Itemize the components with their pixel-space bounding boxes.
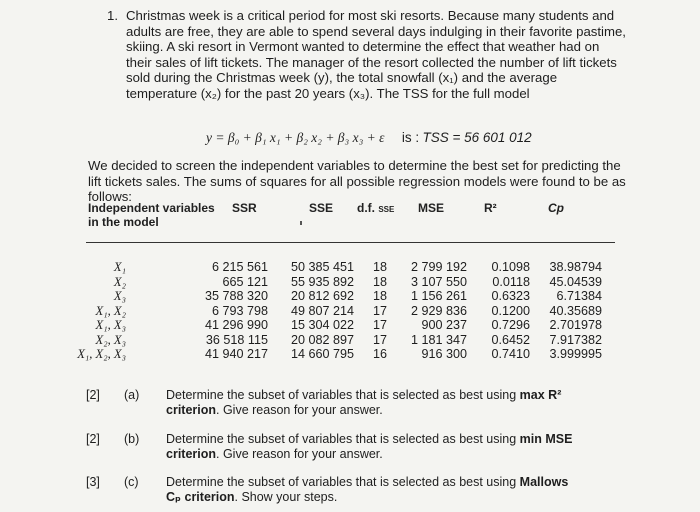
table-cell: 0.7410 bbox=[491, 347, 530, 361]
table-cell: 20 082 897 bbox=[290, 332, 354, 347]
part-c-letter: (c) bbox=[124, 475, 139, 489]
table-cell: 900 237 bbox=[421, 318, 467, 332]
table-cell: 49 807 214 bbox=[290, 303, 354, 318]
table-cell: 7.917382 bbox=[549, 332, 602, 347]
table-cell: X₂, X₃ bbox=[95, 332, 126, 347]
header-df-label: d.f. bbox=[357, 201, 375, 215]
table-cell: 35 788 320 bbox=[204, 289, 268, 303]
header-sse: SSE bbox=[309, 201, 334, 215]
model-equation-line bbox=[206, 130, 532, 146]
model-equation: y = β₀ + β₁ x₁ + β₂ x₂ + β₃ x₃ + ε bbox=[206, 130, 385, 145]
table-cell: 41 940 217 bbox=[204, 347, 268, 361]
table-cell: 6.71384 bbox=[556, 289, 602, 303]
table-cell: 40.35689 bbox=[549, 303, 602, 318]
part-a-text: Determine the subset of variables that is selected as best using max R² criterion. Give reason for your answer. bbox=[166, 388, 562, 417]
header-rule bbox=[86, 242, 615, 243]
table-cell: 916 300 bbox=[421, 347, 467, 361]
column-variables bbox=[77, 260, 126, 362]
column-cp bbox=[549, 260, 602, 362]
table-cell: 18 bbox=[372, 289, 387, 303]
header-df-subscript: SSE bbox=[378, 205, 395, 214]
table-cell: 14 660 795 bbox=[290, 347, 354, 361]
table-cell: X₁, X₂, X₃ bbox=[77, 347, 126, 361]
header-cp: Cp bbox=[548, 201, 564, 215]
screen-paragraph: We decided to screen the independent variables to determine the best set for predicting the lift tickets sales. The sums of squares for all possible regression models were found to be as follows: bbox=[88, 158, 626, 205]
header-in-the-model: in the model bbox=[88, 215, 159, 229]
part-b bbox=[86, 432, 606, 462]
table-cell: X₁ bbox=[113, 260, 126, 274]
table-cell: 17 bbox=[372, 318, 387, 332]
question-text: Christmas week is a critical period for most ski resorts. Because many students and adults are free, they are able to spend several days indulging in their favorite pastime, skiing. A ski resort in Vermont wanted to determine the effect that weather had on their sales of lift tickets. The manager of the resort collected the number of lift tickets sold during the Christmas week (y), the total snowfall (x₁) and the average temperature (x₂) for the past 20 years (x₃). The TSS for the full model bbox=[126, 8, 626, 101]
table-cell: 18 bbox=[372, 260, 387, 274]
tss-value: TSS = 56 601 012 bbox=[422, 130, 532, 145]
table-cell: 38.98794 bbox=[549, 260, 602, 274]
table-cell: 18 bbox=[372, 274, 387, 289]
part-b-text: Determine the subset of variables that is selected as best using min MSE criterion. Give reason for your answer. bbox=[166, 432, 573, 461]
table-cell: 55 935 892 bbox=[290, 274, 354, 289]
header-mse: MSE bbox=[418, 201, 445, 215]
part-a-letter: (a) bbox=[124, 388, 140, 402]
table-cell: X₁, X₃ bbox=[95, 318, 126, 332]
tss-is-label: is : bbox=[401, 130, 420, 145]
column-mse bbox=[411, 260, 467, 362]
table-cell: 2 799 192 bbox=[410, 260, 467, 274]
part-c-marks: [3] bbox=[86, 475, 100, 489]
table-cell: 2.701978 bbox=[549, 318, 602, 332]
table-cell: X₂ bbox=[113, 274, 126, 289]
question-1 bbox=[108, 8, 628, 102]
cursor-mark bbox=[300, 221, 302, 225]
table-cell: 0.0118 bbox=[492, 274, 530, 289]
table-cell: 2 929 836 bbox=[410, 303, 467, 318]
table-cell: 17 bbox=[372, 332, 387, 347]
table-cell: 6 215 561 bbox=[211, 260, 268, 274]
header-independent-variables: Independent variables bbox=[88, 201, 215, 215]
table-cell: 0.6323 bbox=[491, 289, 530, 303]
part-c bbox=[86, 475, 606, 505]
table-cell: 0.7296 bbox=[491, 318, 530, 332]
part-b-letter: (b) bbox=[124, 432, 140, 446]
table-cell: 665 121 bbox=[222, 274, 268, 289]
header-df bbox=[357, 201, 394, 215]
table-cell: 41 296 990 bbox=[204, 318, 268, 332]
header-ssr: SSR bbox=[232, 201, 257, 215]
table-cell: 0.1098 bbox=[491, 260, 530, 274]
question-number: 1. bbox=[107, 8, 118, 23]
part-b-marks: [2] bbox=[86, 432, 100, 446]
header-r2: R² bbox=[484, 201, 497, 215]
table-cell: 16 bbox=[372, 347, 387, 361]
table-cell: 1 181 347 bbox=[410, 332, 467, 347]
table-cell: 6 793 798 bbox=[211, 303, 268, 318]
table-cell: 15 304 022 bbox=[290, 318, 354, 332]
table-cell: 17 bbox=[372, 303, 387, 318]
table-cell: 45.04539 bbox=[549, 274, 602, 289]
table-cell: 3 107 550 bbox=[410, 274, 467, 289]
table-cell: 3.999995 bbox=[549, 347, 602, 361]
table-cell: 1 156 261 bbox=[410, 289, 467, 303]
table-cell: 20 812 692 bbox=[290, 289, 354, 303]
table-cell: 36 518 115 bbox=[205, 332, 268, 347]
table-cell: 0.6452 bbox=[491, 332, 530, 347]
column-r2 bbox=[491, 260, 530, 362]
column-ssr bbox=[205, 260, 268, 362]
part-a-marks: [2] bbox=[86, 388, 100, 402]
column-sse bbox=[291, 260, 354, 362]
part-c-text: Determine the subset of variables that is selected as best using Mallows Cₚ criterion. Show your steps. bbox=[166, 475, 569, 504]
column-df bbox=[368, 260, 392, 362]
table-cell: 0.1200 bbox=[491, 303, 530, 318]
table-cell: X₃ bbox=[113, 289, 126, 303]
table-cell: X₁, X₂ bbox=[95, 303, 126, 318]
part-a bbox=[86, 388, 606, 418]
table-cell: 50 385 451 bbox=[290, 260, 354, 274]
